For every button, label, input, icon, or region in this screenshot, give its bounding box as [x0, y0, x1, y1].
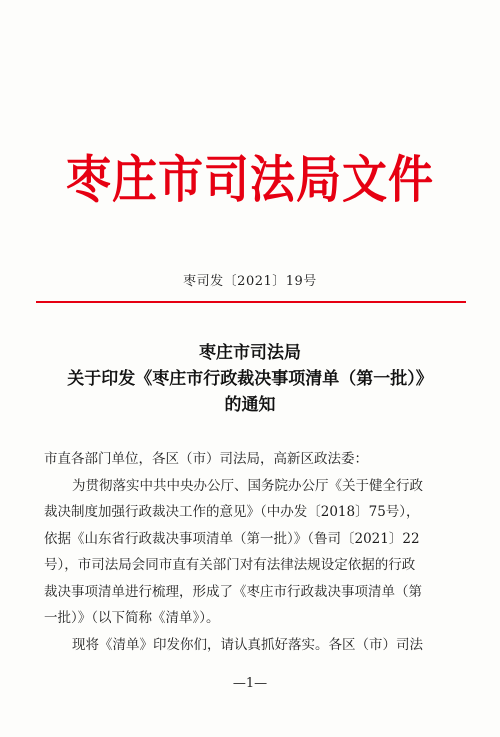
notice-title-line-2: 关于印发《枣庄市行政裁决事项清单（第一批）》 [67, 369, 433, 389]
page-number: —1— [232, 676, 268, 691]
body-line: 裁决事项清单进行梳理，形成了《枣庄市行政裁决事项清单（第 [44, 583, 422, 600]
issuer-title: 枣庄市司法局文件 [65, 149, 434, 210]
document-number: 枣司发〔2021〕19号 [183, 274, 317, 289]
notice-body [44, 446, 462, 658]
notice-title [0, 340, 500, 418]
red-separator-line [36, 301, 466, 303]
salutation-line: 市直各部门单位，各区（市）司法局，高新区政法委： [44, 451, 368, 467]
body-line: 为贯彻落实中共中央办公厅、国务院办公厅《关于健全行政 [72, 477, 423, 494]
body-line: 现将《清单》印发你们，请认真抓好落实。各区（市）司法 [72, 636, 423, 653]
notice-title-line-1: 枣庄市司法局 [199, 343, 301, 363]
body-line: 依据《山东省行政裁决事项清单（第一批）》（鲁司〔2021〕22 [44, 530, 420, 547]
body-line: 裁决制度加强行政裁决工作的意见》（中办发〔2018〕75号）， [44, 504, 420, 520]
notice-title-line-3: 的通知 [224, 395, 276, 415]
body-line: 一批）》（以下简称《清单》）。 [44, 610, 220, 626]
body-line: 号），市司法局会同市直有关部门对有法律法规设定依据的行政 [44, 557, 416, 573]
